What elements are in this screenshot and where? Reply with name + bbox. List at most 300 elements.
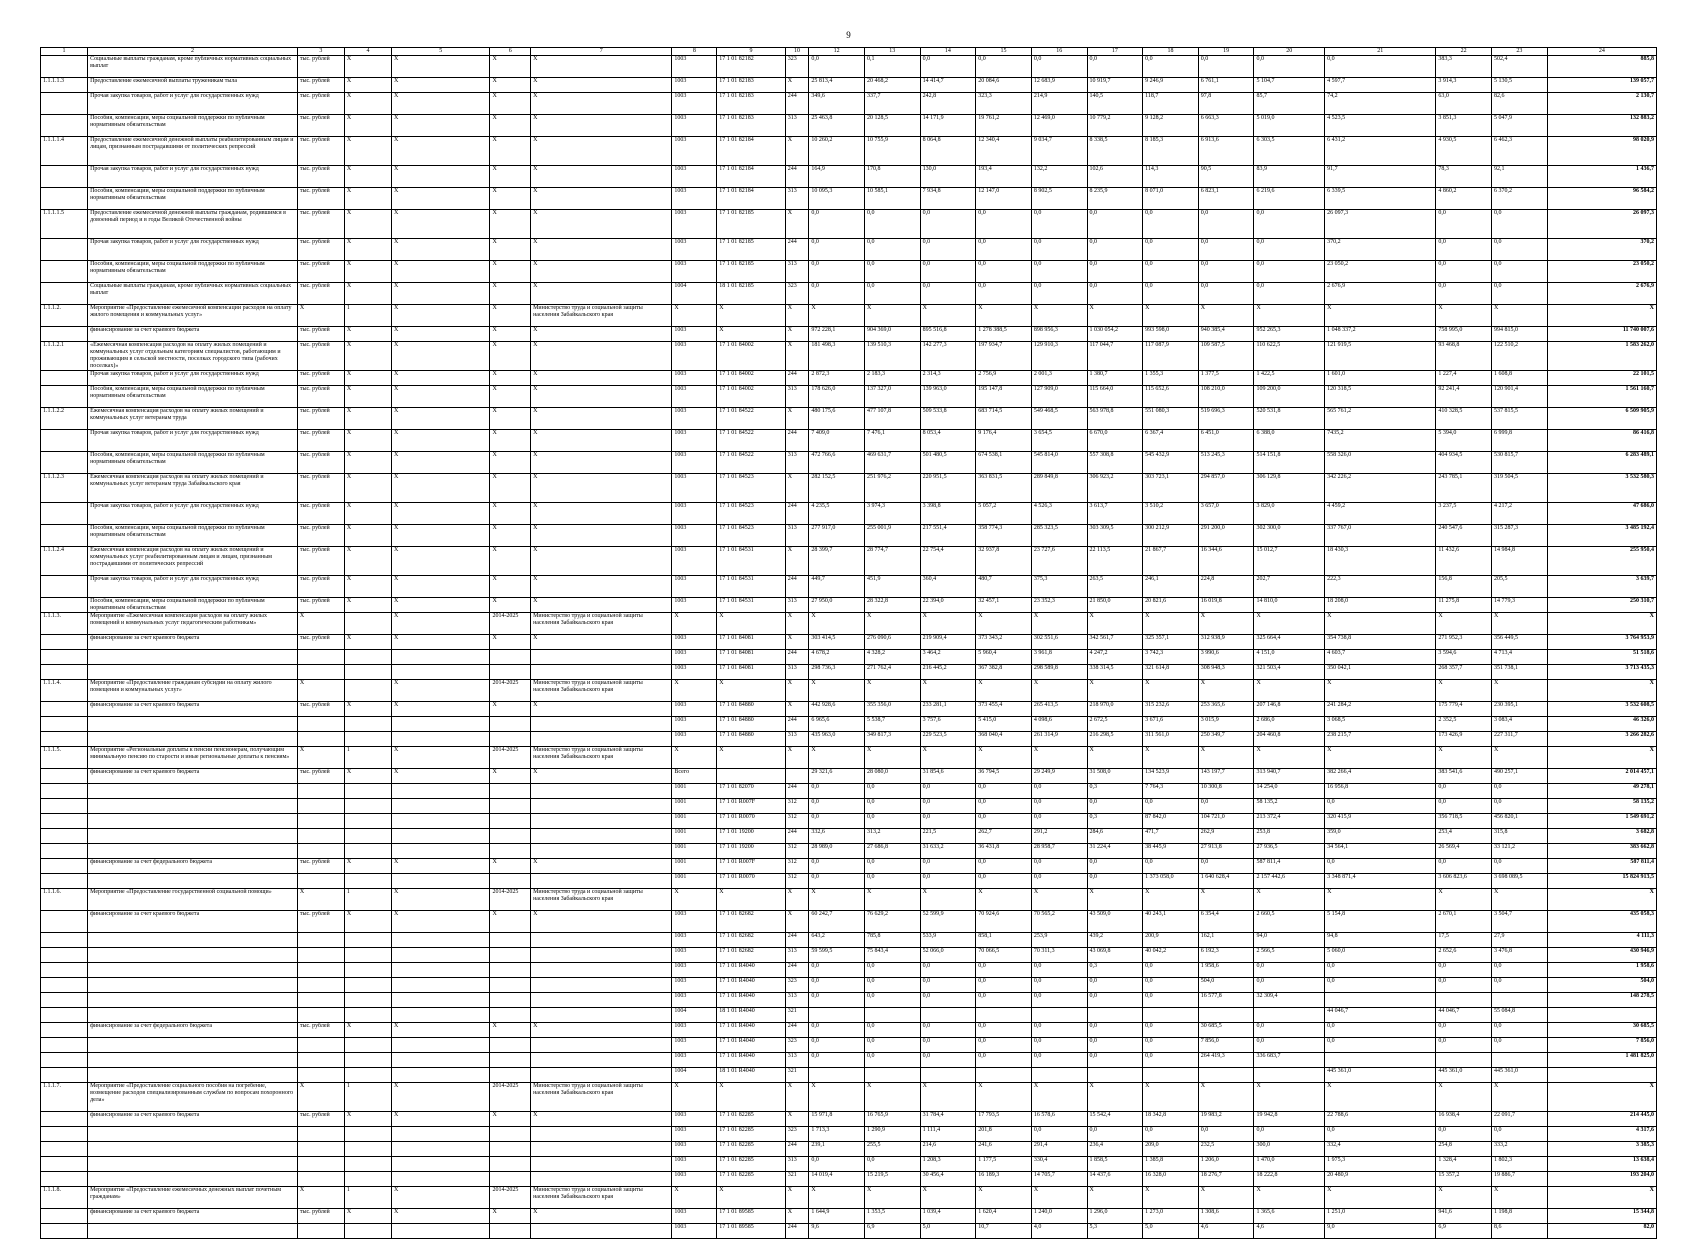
table-cell: 490 257,1 xyxy=(1492,769,1548,784)
table-cell: X xyxy=(344,525,391,547)
table-cell: тыс. рублей xyxy=(297,769,344,784)
table-cell: 12 147,0 xyxy=(976,188,1032,210)
table-cell: 0,0 xyxy=(1492,859,1548,874)
table-cell: X xyxy=(344,408,391,430)
table-cell xyxy=(88,1224,298,1239)
table-cell: 244 xyxy=(785,784,809,799)
table-cell: тыс. рублей xyxy=(297,408,344,430)
table-cell: 6 913,6 xyxy=(1198,137,1254,166)
table-cell: 342 561,7 xyxy=(1087,635,1143,650)
table-cell xyxy=(41,1053,88,1068)
table-cell: 9,0 xyxy=(1325,1224,1436,1239)
table-cell: X xyxy=(1436,747,1492,769)
table-cell: 132,2 xyxy=(1031,166,1087,188)
table-cell: 0,0 xyxy=(976,239,1032,261)
table-cell: 1003 xyxy=(672,261,717,283)
table-cell: X xyxy=(920,680,976,702)
table-row xyxy=(41,978,1657,993)
table-row xyxy=(41,56,1657,78)
table-cell: 43 069,8 xyxy=(1087,948,1143,963)
table-cell: 0,0 xyxy=(920,784,976,799)
table-cell: тыс. рублей xyxy=(297,576,344,598)
table-cell xyxy=(41,799,88,814)
table-cell: 1 198,8 xyxy=(1492,1209,1548,1224)
row-total-cell: 3 764 953,9 xyxy=(1547,635,1656,650)
table-cell: X xyxy=(785,408,809,430)
table-cell: 14 019,4 xyxy=(809,1172,865,1187)
table-cell: 1003 xyxy=(672,188,717,210)
table-cell: 222,3 xyxy=(1325,576,1436,598)
table-cell: 1003 xyxy=(672,386,717,408)
table-cell: 102,6 xyxy=(1087,166,1143,188)
table-cell: 940 385,4 xyxy=(1198,327,1254,342)
table-cell: 1003 xyxy=(672,948,717,963)
table-cell xyxy=(41,717,88,732)
table-cell: X xyxy=(391,859,489,874)
table-cell xyxy=(864,1008,920,1023)
table-cell: 291,2 xyxy=(1031,829,1087,844)
table-cell: 0,0 xyxy=(1087,261,1143,283)
table-cell xyxy=(297,844,344,859)
table-cell: 253,9 xyxy=(1031,933,1087,948)
table-cell: X xyxy=(785,474,809,503)
table-cell xyxy=(344,784,391,799)
table-cell: финансирование за счет федерального бюджета xyxy=(88,859,298,874)
table-cell: 241,6 xyxy=(976,1142,1032,1157)
table-cell: X xyxy=(1198,889,1254,911)
table-cell xyxy=(1087,1068,1143,1083)
table-cell: 356 718,5 xyxy=(1436,814,1492,829)
table-cell: X xyxy=(809,680,865,702)
table-cell: X xyxy=(344,547,391,576)
table-cell: 94,0 xyxy=(1254,933,1325,948)
table-cell: X xyxy=(1254,305,1325,327)
table-cell: 683 714,5 xyxy=(976,408,1032,430)
table-cell xyxy=(809,1068,865,1083)
table-cell: X xyxy=(531,576,672,598)
table-cell: 0,0 xyxy=(976,1038,1032,1053)
table-cell: 3 613,7 xyxy=(1087,503,1143,525)
table-cell: тыс. рублей xyxy=(297,1112,344,1127)
table-cell: 315 287,3 xyxy=(1492,525,1548,547)
row-total-cell: 30 685,5 xyxy=(1547,1023,1656,1038)
table-row xyxy=(41,1157,1657,1172)
table-cell: 1004 xyxy=(672,1008,717,1023)
table-cell: X xyxy=(344,635,391,650)
row-total-cell: 2 676,9 xyxy=(1547,283,1656,305)
table-cell: 312 xyxy=(785,799,809,814)
table-cell: 0,0 xyxy=(809,784,865,799)
table-cell: 109 587,5 xyxy=(1198,342,1254,371)
table-cell: X xyxy=(717,327,785,342)
table-cell xyxy=(41,732,88,747)
header-cell: 19 xyxy=(1198,48,1254,56)
table-row xyxy=(41,93,1657,115)
row-total-cell: 98 020,9 xyxy=(1547,137,1656,166)
table-cell: 1 240,0 xyxy=(1031,1209,1087,1224)
table-cell: X xyxy=(344,911,391,933)
table-cell: X xyxy=(785,680,809,702)
table-cell: 1001 xyxy=(672,844,717,859)
header-cell: 5 xyxy=(391,48,489,56)
table-cell: 1 713,3 xyxy=(809,1127,865,1142)
table-cell xyxy=(297,814,344,829)
table-cell: X xyxy=(391,166,489,188)
table-cell xyxy=(41,650,88,665)
row-total-cell: 435 058,3 xyxy=(1547,911,1656,933)
table-cell: 117 044,7 xyxy=(1087,342,1143,371)
table-cell: X xyxy=(391,115,489,137)
table-cell: 375,3 xyxy=(1031,576,1087,598)
table-cell: 241 284,2 xyxy=(1325,702,1436,717)
table-cell: 0,0 xyxy=(1492,799,1548,814)
table-cell: X xyxy=(391,635,489,650)
table-cell: 18 342,8 xyxy=(1143,1112,1199,1127)
table-cell: 197 934,7 xyxy=(976,342,1032,371)
table-cell: 207 146,8 xyxy=(1254,702,1325,717)
table-cell: X xyxy=(717,680,785,702)
table-cell xyxy=(391,993,489,1008)
table-cell: 16 765,9 xyxy=(864,1112,920,1127)
table-row xyxy=(41,283,1657,305)
table-cell: X xyxy=(976,747,1032,769)
table-cell: X xyxy=(717,889,785,911)
table-cell xyxy=(41,1224,88,1239)
table-cell: 3 510,2 xyxy=(1143,503,1199,525)
table-cell: 0,0 xyxy=(1436,963,1492,978)
table-cell: 858,1 xyxy=(976,933,1032,948)
table-cell: 137 327,0 xyxy=(864,386,920,408)
table-cell: 321 503,4 xyxy=(1254,665,1325,680)
table-cell: 0,0 xyxy=(1087,993,1143,1008)
table-cell: X xyxy=(297,1187,344,1209)
table-cell: X xyxy=(864,680,920,702)
table-cell: 300,0 xyxy=(1254,1142,1325,1157)
table-cell: 404 934,5 xyxy=(1436,452,1492,474)
table-cell: 291,4 xyxy=(1031,1142,1087,1157)
table-cell: X xyxy=(391,283,489,305)
table-cell: 313 xyxy=(785,261,809,283)
table-cell xyxy=(391,732,489,747)
table-cell: 17 1 01 82285 xyxy=(717,1127,785,1142)
table-cell: 92,1 xyxy=(1492,166,1548,188)
table-cell: 0,0 xyxy=(976,1023,1032,1038)
table-cell: финансирование за счет краевого бюджета xyxy=(88,327,298,342)
table-cell: 31 508,0 xyxy=(1087,769,1143,784)
table-cell: Предоставление ежемесячной денежной выплаты реабилитированным лицам и лицам, признанным пострадавшими от политических репрессий xyxy=(88,137,298,166)
table-cell: 31 784,4 xyxy=(920,1112,976,1127)
table-row xyxy=(41,948,1657,963)
table-cell: 3 657,0 xyxy=(1198,503,1254,525)
table-cell: 0,0 xyxy=(1436,239,1492,261)
table-cell: 9 176,4 xyxy=(976,430,1032,452)
table-cell: 1 227,4 xyxy=(1436,371,1492,386)
table-cell: 1 278 388,5 xyxy=(976,327,1032,342)
table-cell: 994 815,0 xyxy=(1492,327,1548,342)
table-cell xyxy=(297,1172,344,1187)
table-cell: X xyxy=(976,613,1032,635)
table-cell xyxy=(1325,993,1436,1008)
table-cell xyxy=(490,1157,531,1172)
table-cell: 3 464,2 xyxy=(920,650,976,665)
table-cell xyxy=(1087,1008,1143,1023)
table-cell: 1003 xyxy=(672,732,717,747)
table-cell: 3 742,3 xyxy=(1143,650,1199,665)
table-cell: 10 755,9 xyxy=(864,137,920,166)
table-cell: 265 413,5 xyxy=(1031,702,1087,717)
table-cell: 758 995,0 xyxy=(1436,327,1492,342)
table-cell: 9,6 xyxy=(809,1224,865,1239)
table-cell: X xyxy=(1198,680,1254,702)
table-cell: 313 xyxy=(785,525,809,547)
table-cell: 18 208,0 xyxy=(1325,598,1436,613)
table-cell: 3 594,6 xyxy=(1436,650,1492,665)
row-total-cell: 51 518,6 xyxy=(1547,650,1656,665)
table-cell: 445 361,0 xyxy=(1436,1068,1492,1083)
table-cell: X xyxy=(1087,889,1143,911)
table-row xyxy=(41,137,1657,166)
row-total-cell: 2 014 457,1 xyxy=(1547,769,1656,784)
table-cell: 220 951,5 xyxy=(920,474,976,503)
table-cell: Социальные выплаты гражданам, кроме публичных нормативных социальных выплат xyxy=(88,56,298,78)
table-cell: 31 633,2 xyxy=(920,844,976,859)
table-cell xyxy=(531,1038,672,1053)
table-cell: 337,7 xyxy=(864,93,920,115)
table-cell: 6 367,4 xyxy=(1143,430,1199,452)
table-row xyxy=(41,1008,1657,1023)
table-cell: X xyxy=(531,93,672,115)
table-cell: Всего xyxy=(672,769,717,784)
table-cell: X xyxy=(490,769,531,784)
table-cell: X xyxy=(1143,1083,1199,1112)
table-cell xyxy=(41,188,88,210)
table-cell: 3 015,9 xyxy=(1198,717,1254,732)
table-cell: 0,0 xyxy=(920,1053,976,1068)
table-cell: 0,0 xyxy=(1198,56,1254,78)
table-cell: 0,0 xyxy=(1031,993,1087,1008)
table-cell: 3 974,3 xyxy=(864,503,920,525)
table-cell: 28 080,0 xyxy=(864,769,920,784)
table-cell: 17 1 01 82285 xyxy=(717,1142,785,1157)
table-cell: 0,0 xyxy=(809,261,865,283)
table-cell: 1.1.1.1.4 xyxy=(41,137,88,166)
table-cell: 0,0 xyxy=(1254,261,1325,283)
table-cell: X xyxy=(1254,1083,1325,1112)
table-cell xyxy=(88,799,298,814)
table-cell: 330,4 xyxy=(1031,1157,1087,1172)
table-cell: 30 685,5 xyxy=(1198,1023,1254,1038)
table-cell: X xyxy=(1031,889,1087,911)
table-cell: 251 976,2 xyxy=(864,474,920,503)
table-cell: 306 923,2 xyxy=(1087,474,1143,503)
table-cell: X xyxy=(1492,305,1548,327)
row-total-cell: 3 682,8 xyxy=(1547,829,1656,844)
table-cell: 253 365,6 xyxy=(1198,702,1254,717)
table-cell xyxy=(297,993,344,1008)
header-cell: 12 xyxy=(809,48,865,56)
table-cell: X xyxy=(344,261,391,283)
table-cell: 17 1 01 82285 xyxy=(717,1172,785,1187)
table-cell: 16 189,3 xyxy=(976,1172,1032,1187)
table-cell xyxy=(41,814,88,829)
table-cell xyxy=(297,650,344,665)
table-cell: X xyxy=(391,261,489,283)
table-cell: 323 xyxy=(785,56,809,78)
table-cell: 308 948,3 xyxy=(1198,665,1254,680)
table-cell: 0,0 xyxy=(1143,239,1199,261)
table-cell: 410 328,5 xyxy=(1436,408,1492,430)
table-cell: 2 872,3 xyxy=(809,371,865,386)
table-row xyxy=(41,859,1657,874)
table-cell: 0,0 xyxy=(1087,799,1143,814)
table-cell: тыс. рублей xyxy=(297,56,344,78)
table-cell xyxy=(344,1127,391,1142)
table-cell xyxy=(391,665,489,680)
table-cell: Прочая закупка товаров, работ и услуг для государственных нужд xyxy=(88,430,298,452)
table-cell: 549 468,5 xyxy=(1031,408,1087,430)
table-cell: 244 xyxy=(785,430,809,452)
table-cell: 17 1 01 84880 xyxy=(717,717,785,732)
table-cell: 17 1 01 82070 xyxy=(717,784,785,799)
header-cell: 22 xyxy=(1436,48,1492,56)
table-cell: 0,0 xyxy=(1198,1127,1254,1142)
row-total-cell: 6 283 489,1 xyxy=(1547,452,1656,474)
table-cell: 2014-2025 xyxy=(490,889,531,911)
table-cell: 993 598,0 xyxy=(1143,327,1199,342)
table-cell: X xyxy=(976,1187,1032,1209)
table-cell: X xyxy=(344,598,391,613)
table-cell xyxy=(531,993,672,1008)
table-cell: 17 1 01 19200 xyxy=(717,844,785,859)
table-cell: 0,0 xyxy=(1492,1023,1548,1038)
header-row xyxy=(41,48,1657,56)
table-cell: 502,4 xyxy=(1492,56,1548,78)
table-cell: 0,0 xyxy=(864,963,920,978)
table-cell: 33 121,2 xyxy=(1492,844,1548,859)
table-cell: 63,0 xyxy=(1436,93,1492,115)
table-cell: 0,0 xyxy=(1325,859,1436,874)
table-cell: 17 1 01 84531 xyxy=(717,598,785,613)
table-cell: 1003 xyxy=(672,650,717,665)
table-cell: 5 960,4 xyxy=(976,650,1032,665)
table-cell: 1 373 058,0 xyxy=(1143,874,1199,889)
row-total-cell: X xyxy=(1547,1083,1656,1112)
table-cell: 501 480,5 xyxy=(920,452,976,474)
table-cell: 3 829,0 xyxy=(1254,503,1325,525)
table-cell: X xyxy=(344,1023,391,1038)
table-cell: X xyxy=(809,747,865,769)
table-cell: 456 820,1 xyxy=(1492,814,1548,829)
table-cell: 139 510,3 xyxy=(864,342,920,371)
table-cell: Ежемесячная компенсация расходов на оплату жилых помещений и коммунальных услуг реабилитированным лицам и лицам, признанным пострадавшими от политических репрессий xyxy=(88,547,298,576)
table-cell: 0,0 xyxy=(1143,56,1199,78)
table-cell: 17 1 01 84081 xyxy=(717,665,785,680)
table-cell: 1.1.1.5. xyxy=(41,747,88,769)
table-cell: 6 219,6 xyxy=(1254,188,1325,210)
table-row xyxy=(41,1187,1657,1209)
table-row xyxy=(41,1038,1657,1053)
table-cell: X xyxy=(490,305,531,327)
table-cell: X xyxy=(920,889,976,911)
table-row xyxy=(41,1053,1657,1068)
table-cell xyxy=(531,844,672,859)
table-cell xyxy=(785,769,809,784)
table-cell xyxy=(344,1172,391,1187)
table-cell: X xyxy=(297,680,344,702)
table-cell: X xyxy=(1254,613,1325,635)
table-cell: X xyxy=(531,769,672,784)
table-cell: 0,0 xyxy=(1031,799,1087,814)
table-cell xyxy=(344,933,391,948)
table-cell xyxy=(88,1172,298,1187)
table-cell: X xyxy=(1254,747,1325,769)
table-cell: 2014-2025 xyxy=(490,613,531,635)
table-cell: 17 1 01 R4040 xyxy=(717,993,785,1008)
table-cell: тыс. рублей xyxy=(297,78,344,93)
table-cell: 254,8 xyxy=(1436,1142,1492,1157)
table-cell: 1 xyxy=(344,889,391,911)
table-cell: 175 779,4 xyxy=(1436,702,1492,717)
table-cell: 17 1 01 82184 xyxy=(717,137,785,166)
table-cell xyxy=(490,933,531,948)
table-cell: 2 183,3 xyxy=(864,371,920,386)
row-total-cell: X xyxy=(1547,747,1656,769)
table-cell: 312 938,9 xyxy=(1198,635,1254,650)
table-cell xyxy=(344,1008,391,1023)
table-cell: X xyxy=(1436,305,1492,327)
table-cell: 7435,2 xyxy=(1325,430,1436,452)
table-cell: 0,3 xyxy=(1087,784,1143,799)
header-cell: 20 xyxy=(1254,48,1325,56)
table-cell: 0,0 xyxy=(809,239,865,261)
table-cell: 239,1 xyxy=(809,1142,865,1157)
row-total-cell: 255 950,4 xyxy=(1547,547,1656,576)
table-cell: 1003 xyxy=(672,635,717,650)
table-cell: 0,0 xyxy=(1436,784,1492,799)
table-cell: 1003 xyxy=(672,371,717,386)
table-cell: X xyxy=(864,889,920,911)
table-cell xyxy=(391,784,489,799)
table-cell: 8 902,5 xyxy=(1031,188,1087,210)
table-cell: X xyxy=(391,137,489,166)
table-cell xyxy=(344,717,391,732)
table-cell: X xyxy=(391,702,489,717)
table-cell: 15 219,5 xyxy=(864,1172,920,1187)
table-cell: X xyxy=(490,283,531,305)
table-cell xyxy=(344,1142,391,1157)
table-cell: 0,0 xyxy=(1325,1127,1436,1142)
table-cell xyxy=(88,814,298,829)
row-total-cell xyxy=(1547,1008,1656,1023)
table-cell: 1003 xyxy=(672,93,717,115)
table-cell: 1 608,8 xyxy=(1492,371,1548,386)
table-cell: 0,0 xyxy=(1143,261,1199,283)
table-cell: X xyxy=(344,210,391,239)
table-cell: 18 1 01 R4040 xyxy=(717,1068,785,1083)
table-cell: 22 091,7 xyxy=(1492,1112,1548,1127)
table-cell: 6 354,4 xyxy=(1198,911,1254,933)
table-cell: 94,8 xyxy=(1325,933,1436,948)
table-cell: X xyxy=(391,547,489,576)
table-cell: тыс. рублей xyxy=(297,911,344,933)
table-cell: тыс. рублей xyxy=(297,430,344,452)
table-cell: Пособия, компенсации, меры социальной поддержки по публичным нормативным обязательствам xyxy=(88,261,298,283)
table-cell: 323 xyxy=(785,1038,809,1053)
table-cell xyxy=(297,933,344,948)
table-cell: 227 311,7 xyxy=(1492,732,1548,747)
table-cell: X xyxy=(344,1209,391,1224)
table-cell xyxy=(88,963,298,978)
